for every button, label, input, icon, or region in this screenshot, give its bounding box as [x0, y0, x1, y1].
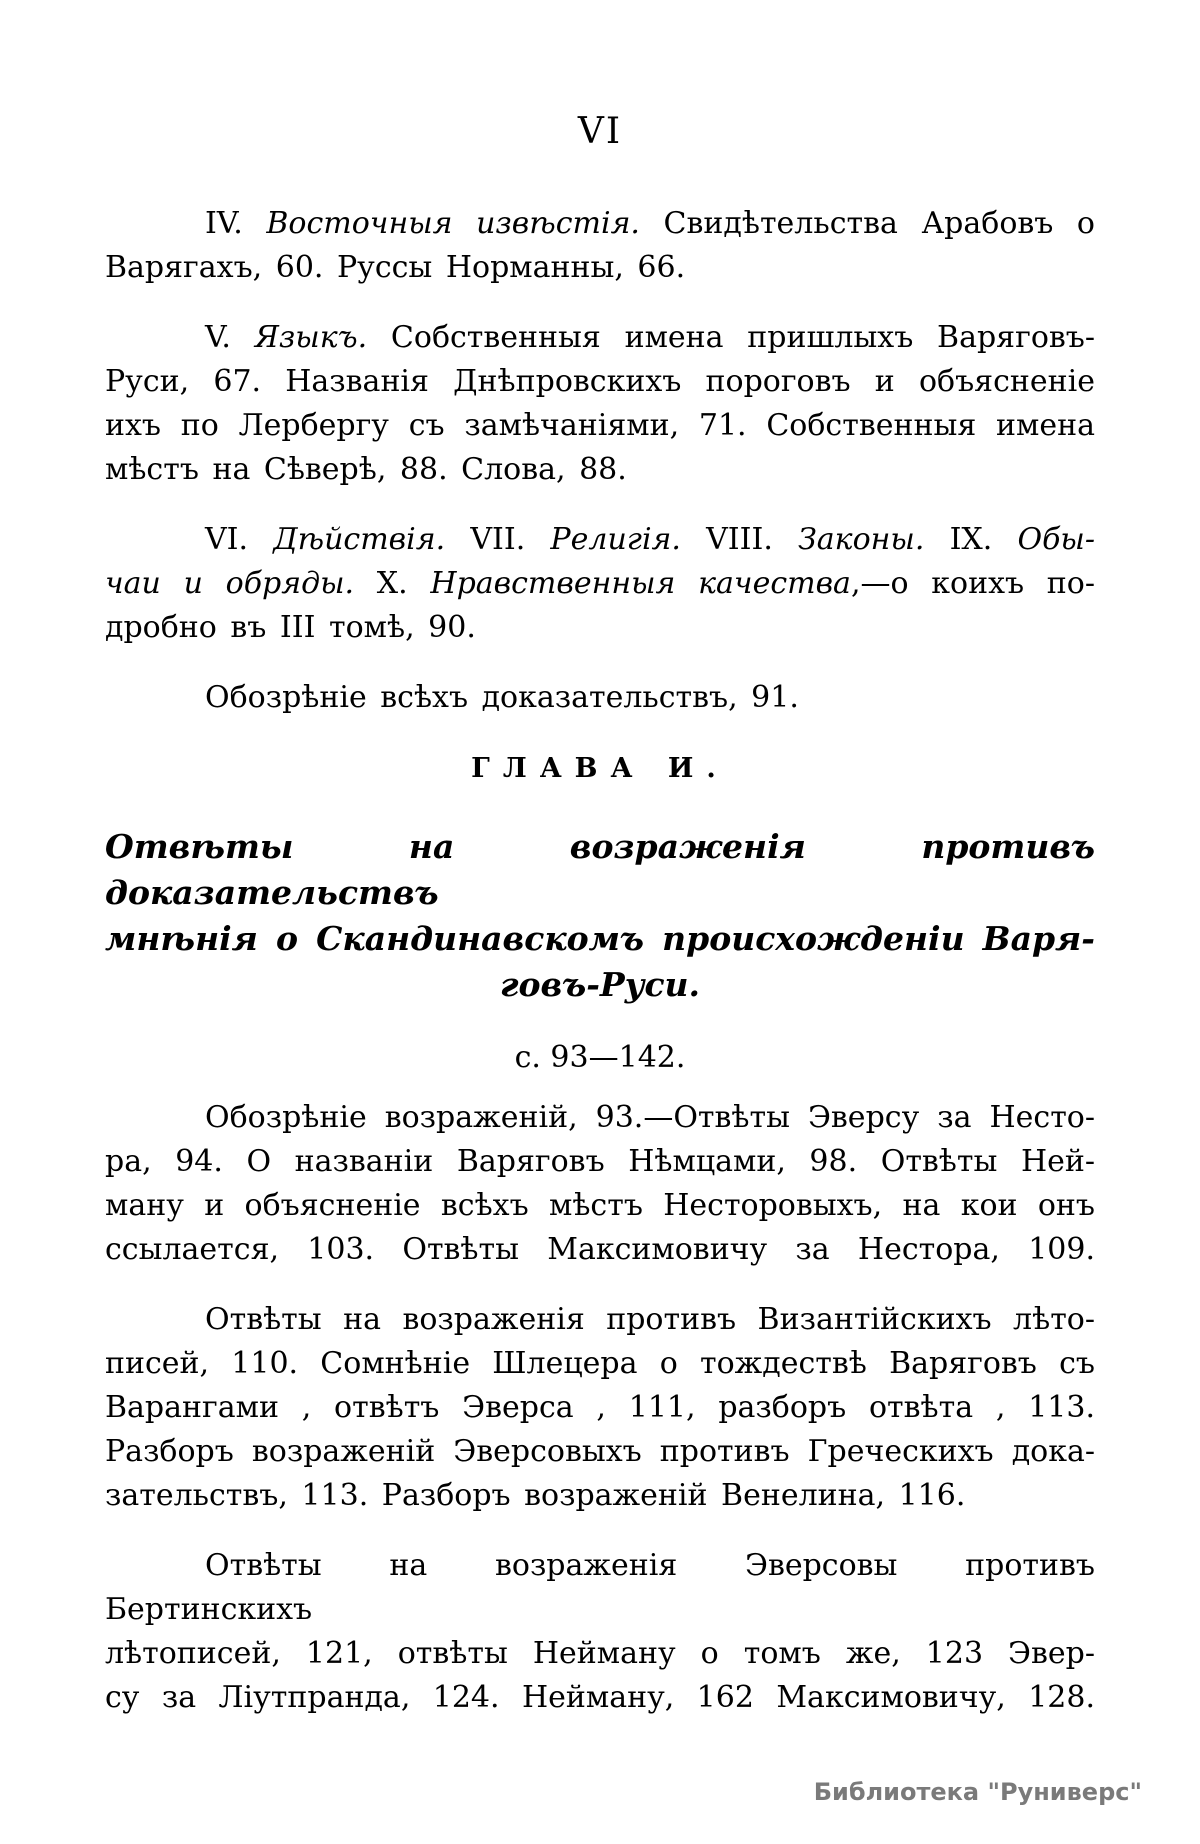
toc-line	[105, 1430, 1095, 1474]
toc-line	[105, 1184, 1095, 1228]
toc-line	[105, 518, 1095, 562]
toc-text: Руси, 67. Названія Днѣпровскихъ пороговъ и объясненіе	[105, 364, 1095, 399]
toc-line	[105, 1228, 1095, 1272]
toc-paragraph	[105, 316, 1095, 492]
toc-text: ра, 94. О названіи Варяговъ Нѣмцами, 98. Отвѣты Ней-	[105, 1144, 1095, 1179]
toc-italic-text: Восточныя извѣстія.	[266, 206, 640, 241]
toc-paragraph	[105, 1096, 1095, 1272]
toc-line	[105, 1676, 1095, 1720]
toc-text: Свидѣтельства Арабовъ о	[639, 206, 1095, 241]
toc-line	[105, 1096, 1095, 1140]
toc-line	[105, 1140, 1095, 1184]
toc-text: VII.	[445, 522, 551, 557]
toc-line	[105, 448, 1095, 492]
chapter-pages-range: с. 93—142.	[514, 1040, 686, 1075]
toc-italic-text: Нравственныя качества	[430, 566, 851, 601]
toc-text: Разборъ возраженій Эверсовыхъ противъ Греческихъ дока-	[105, 1434, 1095, 1469]
toc-italic-text: Дѣйствія.	[273, 522, 446, 557]
toc-text: су за Ліутпранда, 124. Нейману, 162 Максимовичу, 128.	[105, 1680, 1095, 1715]
toc-paragraph	[105, 518, 1095, 650]
toc-line	[105, 1298, 1095, 1342]
toc-text: ихъ по Лербергу съ замѣчаніями, 71. Собственныя имена	[105, 408, 1095, 443]
toc-text: IX.	[924, 522, 1018, 557]
toc-line	[105, 404, 1095, 448]
toc-line	[105, 316, 1095, 360]
toc-text: ману и объясненіе всѣхъ мѣстъ Несторовыхъ, на кои онъ	[105, 1188, 1095, 1223]
toc-text: дробно въ III томѣ, 90.	[105, 610, 476, 645]
toc-text: IV.	[205, 206, 267, 241]
toc-line	[105, 1474, 1095, 1518]
toc-text: Отвѣты на возраженія противъ Византійскихъ лѣто-	[205, 1302, 1095, 1337]
library-watermark: Библиотека "Руниверс"	[813, 1778, 1142, 1806]
toc-paragraphs-top	[105, 202, 1095, 720]
toc-line	[105, 202, 1095, 246]
toc-text: мѣстъ на Сѣверѣ, 88. Слова, 88.	[105, 452, 627, 487]
toc-text: Обозрѣніе возраженій, 93.—Отвѣты Эверсу за Несто-	[205, 1100, 1095, 1135]
page-number: VI	[577, 111, 623, 152]
toc-text: Варангами , отвѣтъ Эверса , 111, разборъ отвѣта , 113.	[105, 1390, 1095, 1425]
toc-line	[105, 360, 1095, 404]
chapter-label: ГЛАВА И.	[471, 753, 729, 784]
toc-line	[105, 676, 1095, 720]
toc-line	[105, 1632, 1095, 1676]
toc-paragraph	[105, 1544, 1095, 1720]
toc-paragraph	[105, 676, 1095, 720]
toc-paragraph	[105, 1298, 1095, 1518]
toc-text: VIII.	[680, 522, 799, 557]
toc-line	[105, 562, 1095, 606]
toc-text: ссылается, 103. Отвѣты Максимовичу за Нестора, 109.	[105, 1232, 1095, 1267]
toc-italic-text: Законы.	[798, 522, 925, 557]
toc-italic-text: чаи и обряды.	[105, 566, 355, 601]
toc-text: Варягахъ, 60. Руссы Норманны, 66.	[105, 250, 686, 285]
toc-line	[105, 606, 1095, 650]
toc-paragraph	[105, 202, 1095, 290]
chapter-title	[105, 824, 1095, 1008]
toc-paragraphs-bottom	[105, 1096, 1095, 1720]
toc-text: зательствъ, 113. Разборъ возраженій Венелина, 116.	[105, 1478, 966, 1513]
toc-text: V.	[205, 320, 255, 355]
toc-italic-text: Религія.	[550, 522, 681, 557]
toc-line	[105, 246, 1095, 290]
chapter-title-line: мнѣнія о Скандинавскомъ происхожденіи Варя-	[105, 919, 1095, 958]
toc-text: Отвѣты на возраженія Эверсовы противъ Бертинскихъ	[105, 1548, 1095, 1627]
toc-text: Собственныя имена пришлыхъ Варяговъ-	[367, 320, 1095, 355]
toc-text: Обозрѣніе всѣхъ доказательствъ, 91.	[205, 680, 799, 715]
toc-italic-text: Языкъ.	[254, 320, 368, 355]
toc-text: лѣтописей, 121, отвѣты Нейману о томъ же, 123 Эвер-	[105, 1636, 1095, 1671]
toc-text: VI.	[205, 522, 274, 557]
toc-line	[105, 1544, 1095, 1632]
chapter-title-line: говъ-Руси.	[499, 965, 701, 1004]
toc-text: X.	[354, 566, 431, 601]
toc-line	[105, 1342, 1095, 1386]
toc-text: писей, 110. Сомнѣніе Шлецера о тождествѣ Варяговъ съ	[105, 1346, 1095, 1381]
toc-text: ,—о коихъ по-	[850, 566, 1095, 601]
toc-line	[105, 1386, 1095, 1430]
toc-italic-text: Обы-	[1017, 522, 1095, 557]
chapter-title-line: Отвѣты на возраженія противъ доказательствъ	[105, 827, 1095, 912]
